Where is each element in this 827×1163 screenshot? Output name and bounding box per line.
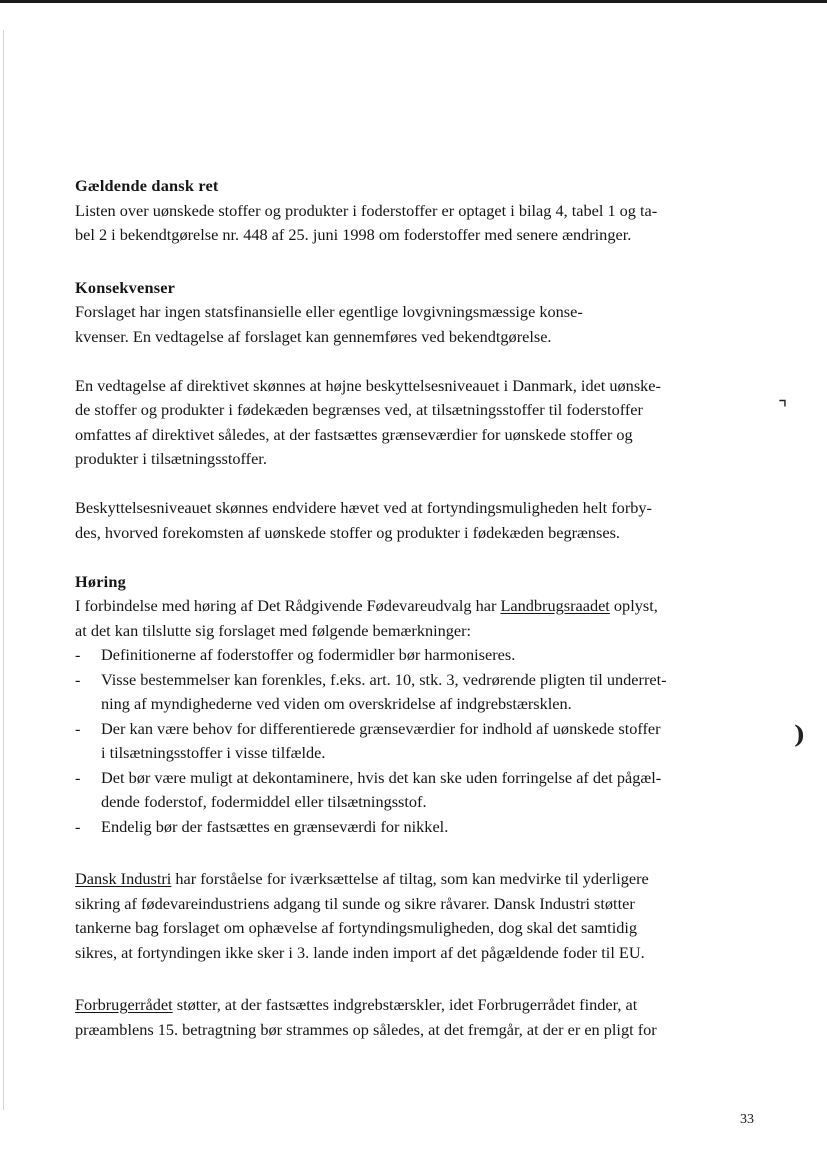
org-name-forbrugerraadet: Forbrugerrådet [75, 995, 173, 1014]
heading-consequences: Konsekvenser [75, 277, 176, 297]
paragraph-current-law [75, 199, 755, 248]
text-line: - Visse bestemmelser kan forenkles, f.eks. art. 10, stk. 3, vedrørende pligten til underret- [101, 669, 667, 689]
text-line: de stoffer og produkter i fødekæden begrænses ved, at tilsætningsstoffer til foderstoffer [75, 400, 643, 419]
left-scan-edge [3, 30, 4, 1110]
text-line [75, 594, 755, 619]
list-item [75, 766, 755, 815]
text-line: sikring af fødevareindustriens adgang til sunde og sikre råvarer. Dansk Industri støtter [75, 893, 635, 913]
list-item [75, 643, 755, 668]
org-name-landbrugsraadet: Landbrugsraadet [500, 596, 610, 615]
paragraph-consequences-3 [75, 496, 755, 545]
text-fragment: støtter, at der fastsættes indgrebstærskler, idet Forbrugerrådet finder, at [172, 995, 638, 1014]
list-item [75, 815, 755, 840]
text-line: ning af myndighederne ved viden om overskridelse af indgrebstærsklen. [101, 694, 572, 713]
text-line: sikres, at fortyndingen ikke sker i 3. lande inden import af det pågældende foder til EU. [75, 942, 645, 962]
text-line: Forslaget har ingen statsfinansielle eller egentlige lovgivningsmæssige konse- [75, 302, 583, 321]
text-line: Listen over uønskede stoffer og produkter i foderstoffer er optaget i bilag 4, tabel 1 og ta- [75, 200, 658, 220]
top-edge-rule [0, 0, 827, 3]
text-line [75, 993, 755, 1018]
page-number: 33 [740, 1112, 754, 1127]
paragraph-dansk-industri [75, 867, 755, 965]
document-page [75, 174, 755, 1042]
list-item [75, 717, 755, 766]
text-fragment: oplyst, [609, 596, 658, 615]
text-line: at det kan tilslutte sig forslaget med følgende bemærkninger: [75, 620, 472, 640]
heading-current-law: Gældende dansk ret [75, 176, 219, 195]
text-line: En vedtagelse af direktivet skønnes at højne beskyttelsesniveauet i Danmark, idet uønske- [75, 375, 661, 395]
text-line: i tilsætningsstoffer i visse tilfælde. [101, 743, 326, 762]
heading-hearing: Høring [75, 571, 126, 591]
hearing-remarks-list [75, 643, 755, 839]
text-line: kvenser. En vedtagelse af forslaget kan gennemføres ved bekendtgørelse. [75, 326, 552, 346]
margin-bracket-mark: ⌝ [778, 396, 788, 420]
paragraph-consequences-1 [75, 300, 755, 349]
text-line: tankerne bag forslaget om ophævelse af fortyndingsmuligheden, dog skal det samtidig [75, 918, 638, 937]
text-line: - Der kan være behov for differentierede grænseværdier for indhold af uønskede stoffer [101, 718, 661, 738]
text-line: dende foderstof, fodermiddel eller tilsætningsstof. [101, 792, 427, 811]
text-line: præamblens 15. betragtning bør strammes op således, at det fremgår, at der er en pligt for [75, 1019, 657, 1039]
text-fragment: I forbindelse med høring af Det Rådgivende Fødevareudvalg har [75, 596, 501, 615]
paragraph-hearing-intro [75, 594, 755, 643]
text-line: - Definitionerne af foderstoffer og fodermidler bør harmoniseres. [101, 645, 516, 664]
paragraph-forbrugerraadet [75, 993, 755, 1042]
text-line: omfattes af direktivet således, at der fastsættes grænseværdier for uønskede stoffer og [75, 424, 633, 444]
text-line [75, 867, 755, 892]
text-line: - Det bør være muligt at dekontaminere, hvis det kan ske uden forringelse af det pågæl- [101, 767, 662, 787]
paragraph-consequences-2 [75, 374, 755, 472]
margin-parenthesis-mark: ) [794, 720, 806, 749]
org-name-dansk-industri: Dansk Industri [75, 869, 172, 888]
list-item [75, 668, 755, 717]
text-line: bel 2 i bekendtgørelse nr. 448 af 25. juni 1998 om foderstoffer med senere ændringer. [75, 225, 632, 244]
text-line: des, hvorved forekomsten af uønskede stoffer og produkter i fødekæden begrænses. [75, 522, 620, 542]
text-line: - Endelig bør der fastsættes en grænseværdi for nikkel. [101, 816, 449, 836]
text-line: produkter i tilsætningsstoffer. [75, 449, 267, 468]
text-line: Beskyttelsesniveauet skønnes endvidere hævet ved at fortyndingsmuligheden helt forby- [75, 498, 652, 517]
text-fragment: har forståelse for iværksættelse af tiltag, som kan medvirke til yderligere [171, 869, 649, 888]
